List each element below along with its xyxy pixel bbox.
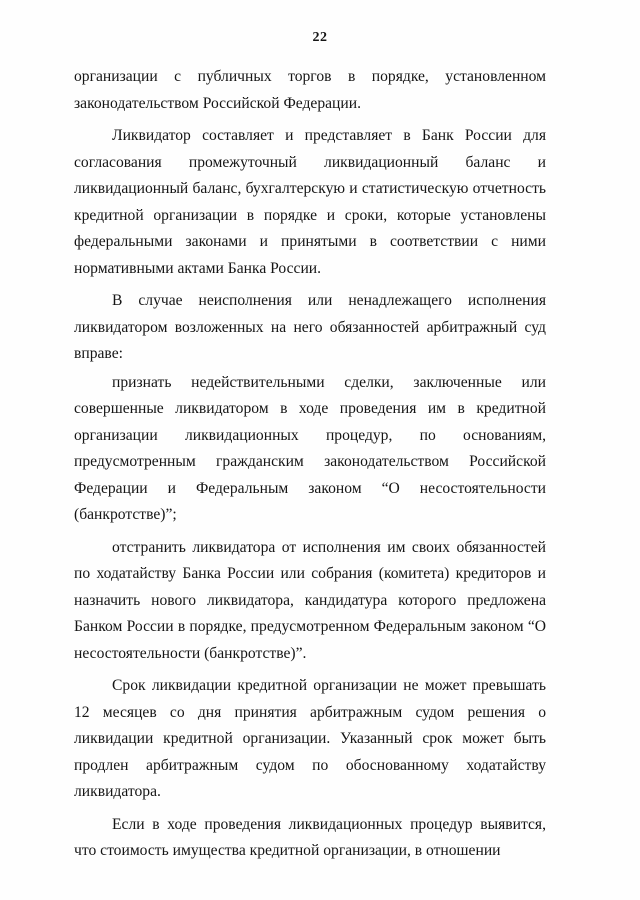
- paragraph-court-powers: В случае неисполнения или ненадлежащего исполнения ликвидатором возложенных на него обязанностей арбитражный суд вправе:: [74, 292, 546, 362]
- paragraph-liquidation-term: Срок ликвидации кредитной организации не может превышать 12 месяцев со дня принятия арбитражным судом решения о ликвидации кредитной организации. Указанный срок может быть продлен арбитражным судом по обоснованному ходатайству ликвидатора.: [74, 677, 546, 800]
- page-number: 22: [312, 30, 328, 45]
- paragraph-liquidator-reporting: Ликвидатор составляет и представляет в Банк России для согласования промежуточный ликвидационный баланс и ликвидационный баланс, бухгалтерскую и статистическую отчетность кредитной организации в порядке и сроки, которые установлены федеральными законами и принятыми в соответствии с ними нормативными актами Банка России.: [74, 127, 546, 277]
- document-body: [74, 64, 546, 871]
- paragraph-remove-liquidator: отстранить ликвидатора от исполнения им своих обязанностей по ходатайству Банка России или собрания (комитета) кредиторов и назначить нового ликвидатора, кандидатура которого предложена Банком России в порядке, предусмотренном Федеральным законом “О несостоятельности (банкротстве)”.: [74, 538, 546, 662]
- paragraph-continuation: организации с публичных торгов в порядке, установленном законодательством Российской Федерации.: [74, 68, 546, 112]
- paragraph-property-value: Если в ходе проведения ликвидационных процедур выявится, что стоимость имущества кредитной организации, в отношении: [74, 815, 546, 859]
- paragraph-invalidate-deals: признать недействительными сделки, заключенные или совершенные ликвидатором в ходе проведения им в кредитной организации ликвидационных процедур, по основаниям, предусмотренным гражданским законодательством Российской Федерации и Федеральным законом “О несостоятельности (банкротстве)”;: [74, 373, 546, 523]
